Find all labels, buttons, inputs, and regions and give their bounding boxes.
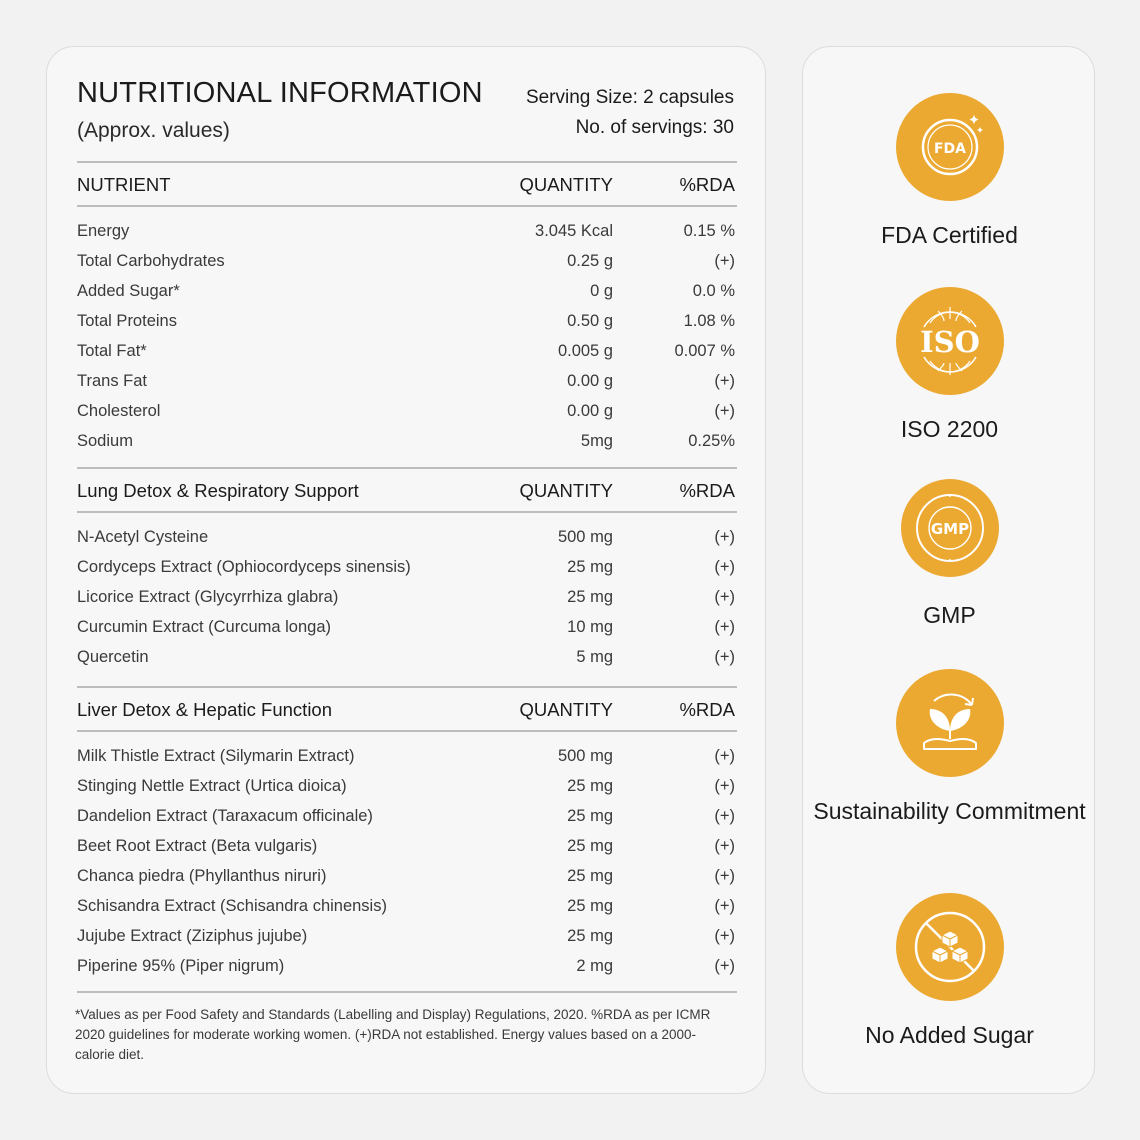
- nutrient-quantity: 10 mg: [567, 618, 613, 636]
- table-row: [77, 643, 737, 673]
- page-subtitle: (Approx. values): [77, 119, 230, 142]
- nutrient-quantity: 5mg: [580, 432, 613, 450]
- nutrient-rda: (+): [714, 807, 735, 825]
- nutrient-name: Chanca piedra (Phyllanthus niruri): [77, 867, 327, 885]
- nutrient-quantity: 0.00 g: [567, 372, 613, 390]
- nutrient-quantity: 25 mg: [567, 588, 613, 606]
- no-sugar-cubes-icon: [896, 893, 1004, 1001]
- table-row: [77, 583, 737, 613]
- nutrient-rda: (+): [714, 618, 735, 636]
- nutrient-rda: (+): [714, 747, 735, 765]
- nutrient-name: Trans Fat: [77, 372, 147, 390]
- table-row: [77, 337, 737, 367]
- nutrient-quantity: 500 mg: [557, 747, 613, 765]
- table-row: [77, 247, 737, 277]
- serving-size: Serving Size: 2 capsules: [525, 87, 734, 108]
- nutrient-name: Added Sugar*: [77, 282, 180, 300]
- nutrient-name: Stinging Nettle Extract (Urtica dioica): [77, 777, 347, 795]
- nutrient-rda: 0.25%: [688, 432, 735, 450]
- rda-header: %RDA: [679, 174, 735, 195]
- nutrient-name: Cordyceps Extract (Ophiocordyceps sinensis): [77, 558, 411, 576]
- table-row: [77, 892, 737, 922]
- nutrient-rda: (+): [714, 867, 735, 885]
- table-row: [77, 217, 737, 247]
- section-heading: Liver Detox & Hepatic Function: [77, 699, 333, 720]
- svg-text:FDA: FDA: [933, 141, 966, 157]
- nutrition-panel: [46, 46, 766, 1094]
- cert-sustainability: [803, 669, 1096, 827]
- footnote: *Values as per Food Safety and Standards (Labelling and Display) Regulations, 2020. %RDA as per ICMR 2020 guidelines for moderate working women. (+)RDA not established. Energy values based on a 2000-calorie diet.: [75, 1007, 711, 1062]
- table-row: [77, 922, 737, 952]
- table-row: [77, 367, 737, 397]
- section-header: [77, 469, 737, 511]
- svg-text:GMP: GMP: [930, 520, 969, 538]
- section-nutrients: [77, 161, 737, 457]
- iso-globe-icon: [896, 287, 1004, 395]
- nutrient-rda: (+): [714, 648, 735, 666]
- nutrient-name: Dandelion Extract (Taraxacum officinale): [77, 807, 373, 825]
- nutrient-name: Total Carbohydrates: [77, 252, 225, 270]
- table-row: [77, 832, 737, 862]
- nutrient-name: Milk Thistle Extract (Silymarin Extract): [77, 747, 355, 765]
- quantity-header: QUANTITY: [519, 699, 613, 720]
- table-row: [77, 397, 737, 427]
- nutrient-rda: (+): [714, 897, 735, 915]
- table-row: [77, 742, 737, 772]
- cert-label: Sustainability Commitment: [813, 798, 1086, 824]
- nutrient-quantity: 25 mg: [567, 867, 613, 885]
- nutrient-rda: (+): [714, 558, 735, 576]
- rda-header: %RDA: [679, 699, 735, 720]
- nutrient-quantity: 25 mg: [567, 837, 613, 855]
- nutrient-rda: (+): [714, 837, 735, 855]
- section-header: [77, 163, 737, 205]
- nutrient-rda: (+): [714, 252, 735, 270]
- table-row: [77, 427, 737, 457]
- quantity-header: QUANTITY: [519, 480, 613, 501]
- table-row: [77, 613, 737, 643]
- nutrient-name: Energy: [77, 222, 130, 240]
- table-row: [77, 553, 737, 583]
- section-liver-detox: [77, 686, 737, 993]
- table-row: [77, 952, 737, 982]
- section-header: [77, 688, 737, 730]
- nutrient-name: N-Acetyl Cysteine: [77, 528, 209, 546]
- nutrient-quantity: 5 mg: [576, 648, 613, 666]
- section-heading: Lung Detox & Respiratory Support: [77, 480, 359, 501]
- serving-info: [526, 83, 734, 143]
- nutrient-rda: 1.08 %: [683, 312, 735, 330]
- nutrient-name: Sodium: [77, 432, 133, 450]
- lung-rows: [77, 513, 737, 673]
- nutrient-quantity: 25 mg: [567, 807, 613, 825]
- rda-header: %RDA: [679, 480, 735, 501]
- nutrient-rda: (+): [714, 927, 735, 945]
- nutrient-name: Total Fat*: [77, 342, 147, 360]
- page-title: NUTRITIONAL INFORMATION: [77, 77, 483, 109]
- nutrient-quantity: 0 g: [590, 282, 613, 300]
- nutrient-rda: 0.007 %: [674, 342, 735, 360]
- nutrient-rda: (+): [714, 528, 735, 546]
- servings-count: No. of servings: 30: [575, 117, 734, 138]
- fda-seal-icon: [896, 93, 1004, 201]
- nutrient-name: Cholesterol: [77, 402, 161, 420]
- cert-label: ISO 2200: [900, 416, 999, 442]
- nutrient-name: Schisandra Extract (Schisandra chinensis): [77, 897, 387, 915]
- table-row: [77, 772, 737, 802]
- nutrient-quantity: 3.045 Kcal: [535, 222, 613, 240]
- nutrient-rda: 0.0 %: [692, 282, 735, 300]
- nutrient-name: Beet Root Extract (Beta vulgaris): [77, 837, 318, 855]
- nutrient-quantity: 25 mg: [567, 897, 613, 915]
- nutrient-quantity: 0.00 g: [567, 402, 613, 420]
- nutrient-quantity: 0.50 g: [567, 312, 613, 330]
- section-lung-detox: [77, 467, 737, 673]
- nutrient-rda: 0.15 %: [683, 222, 735, 240]
- table-row: [77, 307, 737, 337]
- table-row: [77, 277, 737, 307]
- nutrient-rda: (+): [714, 777, 735, 795]
- svg-text:ISO: ISO: [919, 325, 980, 359]
- nutrient-name: Total Proteins: [77, 312, 177, 330]
- nutrient-quantity: 500 mg: [557, 528, 613, 546]
- quantity-header: QUANTITY: [519, 174, 613, 195]
- leaf-hand-icon: [896, 669, 1004, 777]
- nutrient-rda: (+): [714, 588, 735, 606]
- cert-no-added-sugar: [803, 893, 1096, 1051]
- cert-label: No Added Sugar: [865, 1022, 1034, 1048]
- cert-label: GMP: [923, 602, 976, 628]
- certifications-panel: [802, 46, 1095, 1094]
- nutrient-name: Jujube Extract (Ziziphus jujube): [77, 927, 308, 945]
- cert-label: FDA Certified: [881, 222, 1018, 248]
- nutrient-name: Curcumin Extract (Curcuma longa): [77, 618, 331, 636]
- nutrient-rda: (+): [714, 957, 735, 975]
- cert-iso: [803, 287, 1096, 445]
- nutrient-rows: [77, 207, 737, 457]
- table-row: [77, 523, 737, 553]
- nutrient-quantity: 2 mg: [576, 957, 613, 975]
- nutrient-quantity: 0.25 g: [567, 252, 613, 270]
- nutrient-rda: (+): [714, 402, 735, 420]
- table-row: [77, 802, 737, 832]
- table-row: [77, 862, 737, 892]
- section-heading: NUTRIENT: [77, 174, 171, 195]
- nutrient-name: Licorice Extract (Glycyrrhiza glabra): [77, 588, 339, 606]
- nutrient-name: Piperine 95% (Piper nigrum): [77, 957, 285, 975]
- nutrient-quantity: 25 mg: [567, 927, 613, 945]
- liver-rows: [77, 732, 737, 982]
- divider: [77, 991, 737, 993]
- nutrient-quantity: 25 mg: [567, 558, 613, 576]
- gmp-seal-icon: [901, 479, 999, 577]
- nutrient-rda: (+): [714, 372, 735, 390]
- cert-gmp: [803, 479, 1096, 631]
- nutrient-quantity: 25 mg: [567, 777, 613, 795]
- nutrient-name: Quercetin: [77, 648, 149, 666]
- cert-fda: [803, 93, 1096, 251]
- nutrient-quantity: 0.005 g: [557, 342, 613, 360]
